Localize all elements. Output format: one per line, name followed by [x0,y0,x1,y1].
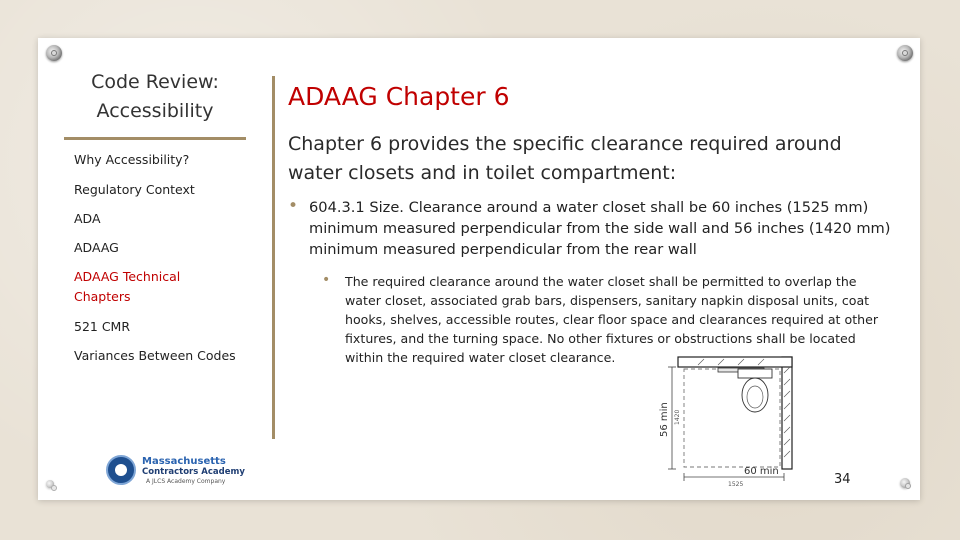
company-logo [106,454,245,490]
page-number: 34 [834,472,851,487]
logo-text-line3: A JLCS Academy Company [146,478,226,485]
toilet-bowl [742,378,768,412]
bullet-icon: • [322,272,331,288]
sidebar-title [60,68,250,126]
toilet-tank [738,369,772,378]
vertical-dimension-label: 56 min [659,402,670,437]
water-closet-clearance-diagram [638,353,816,491]
sidebar-divider [64,137,246,140]
sidebar-item-ada[interactable]: ADA [74,211,101,226]
sidebar-item-regulatory-context[interactable]: Regulatory Context [74,182,195,197]
sidebar-item-why-accessibility[interactable]: Why Accessibility? [74,152,190,167]
sidebar-item-adaag-technical-chapters[interactable]: ADAAG Technical Chapters [74,269,181,304]
sidebar-item-521-cmr[interactable]: 521 CMR [74,319,131,334]
sidebar-item-adaag[interactable]: ADAAG [74,240,119,255]
sidebar-item-variances-between-codes[interactable]: Variances Between Codes [74,348,236,363]
pin-icon [46,45,62,61]
clearance-diagram-svg [638,353,816,491]
clearance-area [684,369,780,467]
logo-text-line1: Massachusetts [142,456,226,467]
logo-seal-icon [106,455,136,485]
bullet-icon: • [288,196,299,216]
logo-text-line2: Contractors Academy [142,467,245,477]
horizontal-dimension-mm: 1525 [728,481,744,488]
pin-icon [900,478,910,488]
sidebar-title-line1: Code Review: [91,71,219,93]
bullet-level2-text: The required clearance around the water closet shall be permitted to overlap the water closet, associated grab bars, dispensers, sanitary napkin disposal units, coat hooks, shelves, accessible routes, clear floor space and clearances required at other fixtures, and the turning space. No other fixtures or obstructions shall be located within the required water closet clearance. [345,274,879,365]
side-wall [782,357,792,469]
vertical-dimension-mm: 1420 [674,409,681,425]
pin-icon [897,45,913,61]
vertical-divider [272,76,275,439]
horizontal-dimension-label: 60 min [744,466,779,477]
rear-wall [678,357,792,367]
pin-icon [46,480,54,488]
slide-title: ADAAG Chapter 6 [288,82,510,111]
bullet-level1-text: 604.3.1 Size. Clearance around a water closet shall be 60 inches (1525 mm) minimum measured perpendicular from the side wall and 56 inches (1420 mm) minimum measured perpendicular from the rear wall [309,199,891,258]
slide-intro: Chapter 6 provides the specific clearance required around water closets and in toilet compartment: [288,133,842,184]
sidebar-title-line2: Accessibility [96,100,214,122]
